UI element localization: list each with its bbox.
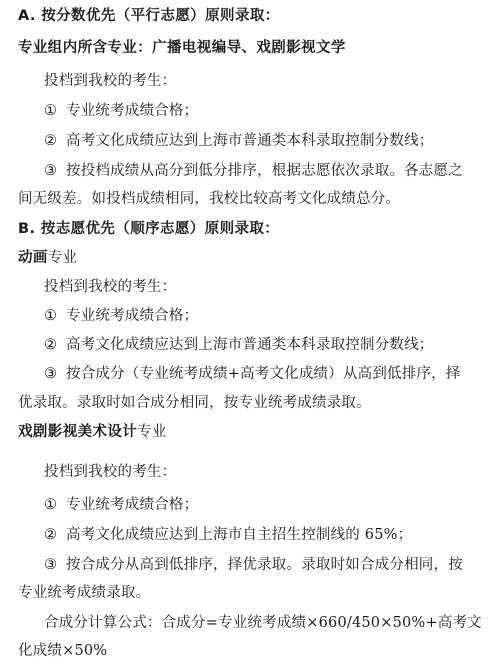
section-a-item-3-continuation: 间无级差。如投档成绩相同，我校比较高考文化成绩总分。	[18, 191, 401, 207]
item-text: 专业统考成绩合格；	[66, 308, 199, 324]
drama-art-item-1	[44, 495, 198, 515]
item-text: 高考文化成绩应达到上海市普通类本科录取控制分数线；	[66, 133, 434, 149]
major-name: 动画	[18, 250, 48, 266]
section-a-intro: 投档到我校的考生：	[44, 73, 177, 89]
section-a-item-3	[44, 161, 463, 181]
drama-art-formula: 合成分计算公式：合成分=专业统考成绩×660/450×50%+高考文	[44, 615, 482, 631]
major-suffix: 专业	[137, 424, 167, 440]
item-marker: ①	[44, 308, 58, 324]
animation-item-1	[44, 306, 198, 326]
section-a-subtitle: 专业组内所含专业：广播电视编导、戏剧影视文学	[18, 40, 346, 56]
item-text: 按合成分从高到低排序，择优录取。录取时如合成分相同，按	[66, 557, 463, 573]
drama-art-item-3-continuation: 专业统考成绩录取。	[18, 585, 151, 601]
animation-intro: 投档到我校的考生：	[44, 279, 177, 295]
drama-art-item-3	[44, 555, 463, 575]
animation-item-2	[44, 335, 434, 355]
item-text: 高考文化成绩应达到上海市自主招生控制线的 65%；	[66, 527, 413, 543]
item-text: 专业统考成绩合格；	[66, 103, 199, 119]
item-marker: ①	[44, 103, 58, 119]
item-marker: ②	[44, 337, 58, 353]
animation-item-3	[44, 364, 461, 384]
section-a-item-1	[44, 101, 198, 121]
drama-art-item-2	[44, 525, 412, 545]
item-text: 按投档成绩从高分到低分排序，根据志愿依次录取。各志愿之	[66, 163, 463, 179]
item-marker: ①	[44, 497, 58, 513]
item-marker: ③	[44, 163, 58, 179]
major-name: 戏剧影视美术设计	[18, 424, 138, 440]
item-text: 按合成分（专业统考成绩+高考文化成绩）从高到低排序，择	[66, 366, 461, 382]
animation-item-3-continuation: 优录取。录取时如合成分相同，按专业统考成绩录取。	[18, 395, 371, 411]
item-marker: ③	[44, 557, 58, 573]
item-marker: ②	[44, 527, 58, 543]
section-b-title: B. 按志愿优先（顺序志愿）原则录取：	[18, 221, 280, 237]
drama-art-intro: 投档到我校的考生：	[44, 464, 177, 480]
item-marker: ③	[44, 366, 58, 382]
section-a-item-2	[44, 131, 434, 151]
animation-major-heading	[18, 248, 77, 268]
item-text: 高考文化成绩应达到上海市普通类本科录取控制分数线；	[66, 337, 434, 353]
drama-art-major-heading	[18, 422, 167, 442]
item-text: 专业统考成绩合格；	[66, 497, 199, 513]
drama-art-formula-continuation: 化成绩×50%	[18, 643, 108, 659]
major-suffix: 专业	[47, 250, 78, 266]
item-marker: ②	[44, 133, 58, 149]
section-a-title: A. 按分数优先（平行志愿）原则录取：	[18, 8, 280, 24]
